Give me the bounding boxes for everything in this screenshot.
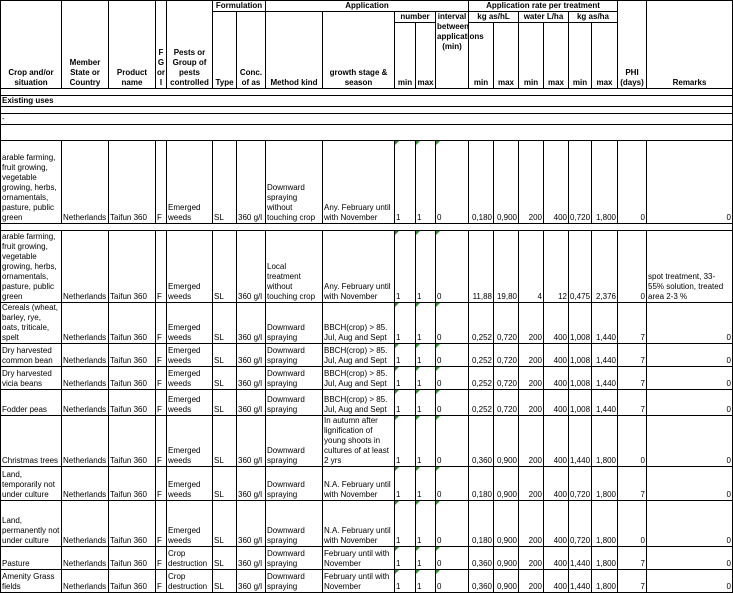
cell-hamax: 1,800 xyxy=(592,141,618,224)
cell-wmax: 400 xyxy=(544,501,569,547)
cell-pests: Emerged weeds xyxy=(167,141,213,224)
header-kg-ha-min: min xyxy=(569,23,592,89)
cell-nmin: 1 xyxy=(395,367,416,390)
header-kg-hl-min: min xyxy=(469,23,494,89)
cell-phi: 7 xyxy=(618,344,647,367)
cell-wmin: 200 xyxy=(519,141,544,224)
cell-fgi: F xyxy=(156,344,167,367)
cell-type: SL xyxy=(213,141,237,224)
cell-type: SL xyxy=(213,570,237,593)
cell-hlmin: 0,360 xyxy=(469,547,494,570)
spacer-row xyxy=(1,125,733,141)
cell-nmax: 1 xyxy=(416,467,436,501)
cell-crop: Dry harvested vicia beans xyxy=(1,367,62,390)
cell-hamin: 0,720 xyxy=(569,467,592,501)
cell-product: Taifun 360 xyxy=(109,547,156,570)
cell-hlmax: 0,900 xyxy=(494,141,519,224)
cell-interval: 0 xyxy=(436,141,469,224)
cell-hlmin: 0,180 xyxy=(469,467,494,501)
cell-product: Taifun 360 xyxy=(109,344,156,367)
table-row xyxy=(1,501,733,547)
cell-product: Taifun 360 xyxy=(109,390,156,416)
cell-member: Netherlands xyxy=(62,467,109,501)
cell-pests: Emerged weeds xyxy=(167,390,213,416)
table-row xyxy=(1,303,733,344)
spacer-row xyxy=(1,107,733,114)
cell-nmin: 1 xyxy=(395,344,416,367)
cell-wmax: 400 xyxy=(544,416,569,467)
cell-hlmax: 0,720 xyxy=(494,367,519,390)
cell-product: Taifun 360 xyxy=(109,303,156,344)
cell-type: SL xyxy=(213,467,237,501)
header-kg-ha: kg as/ha xyxy=(569,12,618,23)
cell-type: SL xyxy=(213,390,237,416)
header-application: Application xyxy=(266,1,469,12)
table-row xyxy=(1,367,733,390)
cell-hamax: 1,800 xyxy=(592,467,618,501)
cell-interval: 0 xyxy=(436,547,469,570)
cell-remarks: 0 xyxy=(647,141,733,224)
table-row xyxy=(1,141,733,224)
cell-phi: 7 xyxy=(618,367,647,390)
cell-fgi: F xyxy=(156,570,167,593)
cell-method: Downward spraying without touching crop xyxy=(266,141,323,224)
cell-type: SL xyxy=(213,231,237,303)
cell-hamin: 1,440 xyxy=(569,416,592,467)
cell-member: Netherlands xyxy=(62,367,109,390)
spacer-row xyxy=(1,224,733,231)
cell-product: Taifun 360 xyxy=(109,231,156,303)
cell-hamax: 1,800 xyxy=(592,501,618,547)
cell-interval: 0 xyxy=(436,390,469,416)
cell-fgi: F xyxy=(156,416,167,467)
header-fgi: F G or I xyxy=(156,1,167,89)
cell-crop: arable farming, fruit growing, vegetable growing, herbs, ornamentals, pasture, public green xyxy=(1,231,62,303)
table-row xyxy=(1,570,733,593)
cell-wmax: 400 xyxy=(544,467,569,501)
cell-fgi: F xyxy=(156,390,167,416)
cell-growth: BBCH(crop) > 85. Jul, Aug and Sept xyxy=(323,390,395,416)
cell-wmin: 200 xyxy=(519,467,544,501)
cell-fgi: F xyxy=(156,501,167,547)
cell-hamin: 1,440 xyxy=(569,547,592,570)
cell-method: Downward spraying xyxy=(266,344,323,367)
cell-conc: 360 g/l xyxy=(237,390,266,416)
cell-hlmin: 0,252 xyxy=(469,390,494,416)
cell-hlmin: 11,88 xyxy=(469,231,494,303)
cell-hamax: 1,440 xyxy=(592,303,618,344)
cell-hlmax: 0,900 xyxy=(494,570,519,593)
cell-pests: Emerged weeds xyxy=(167,231,213,303)
cell-conc: 360 g/l xyxy=(237,570,266,593)
cell-growth: BBCH(crop) > 85. Jul, Aug and Sept xyxy=(323,367,395,390)
table-row xyxy=(1,416,733,467)
cell-member: Netherlands xyxy=(62,141,109,224)
cell-hamin: 1,008 xyxy=(569,367,592,390)
cell-phi: 7 xyxy=(618,303,647,344)
cell-wmin: 200 xyxy=(519,303,544,344)
cell-nmax: 1 xyxy=(416,141,436,224)
cell-crop: Land, temporarily not under culture xyxy=(1,467,62,501)
cell-nmax: 1 xyxy=(416,547,436,570)
cell-pests: Emerged weeds xyxy=(167,501,213,547)
header-number-max: max xyxy=(416,23,436,89)
header-kg-hl: kg as/hL xyxy=(469,12,519,23)
cell-interval: 0 xyxy=(436,344,469,367)
cell-hamin: 1,008 xyxy=(569,303,592,344)
cell-remarks: 0 xyxy=(647,416,733,467)
cell-fgi: F xyxy=(156,231,167,303)
header-interval: interval between applications (min) xyxy=(436,12,469,89)
header-remarks: Remarks xyxy=(647,1,733,89)
header-growth: growth stage & season xyxy=(323,12,395,89)
cell-member: Netherlands xyxy=(62,547,109,570)
header-conc: Conc. of as xyxy=(237,12,266,89)
cell-interval: 0 xyxy=(436,501,469,547)
cell-phi: 7 xyxy=(618,390,647,416)
cell-wmax: 400 xyxy=(544,367,569,390)
cell-interval: 0 xyxy=(436,367,469,390)
cell-nmax: 1 xyxy=(416,390,436,416)
cell-nmin: 1 xyxy=(395,501,416,547)
cell-pests: Emerged weeds xyxy=(167,303,213,344)
cell-phi: 0 xyxy=(618,231,647,303)
cell-product: Taifun 360 xyxy=(109,501,156,547)
cell-wmax: 400 xyxy=(544,141,569,224)
cell-pests: Crop destruction xyxy=(167,570,213,593)
cell-nmax: 1 xyxy=(416,367,436,390)
cell-wmax: 400 xyxy=(544,390,569,416)
cell-method: Downward spraying xyxy=(266,367,323,390)
cell-type: SL xyxy=(213,416,237,467)
cell-growth: February until with November xyxy=(323,570,395,593)
cell-wmax: 400 xyxy=(544,303,569,344)
cell-wmin: 200 xyxy=(519,547,544,570)
cell-wmin: 200 xyxy=(519,390,544,416)
cell-remarks: spot treatment, 33-55% solution, treated area 2-3 % xyxy=(647,231,733,303)
cell-nmin: 1 xyxy=(395,570,416,593)
cell-conc: 360 g/l xyxy=(237,416,266,467)
table-row xyxy=(1,231,733,303)
cell-nmin: 1 xyxy=(395,141,416,224)
cell-pests: Emerged weeds xyxy=(167,467,213,501)
cell-conc: 360 g/l xyxy=(237,467,266,501)
cell-fgi: F xyxy=(156,547,167,570)
cell-pests: Emerged weeds xyxy=(167,416,213,467)
cell-hlmin: 0,360 xyxy=(469,416,494,467)
cell-conc: 360 g/l xyxy=(237,344,266,367)
header-member: Member State or Country xyxy=(62,1,109,89)
cell-nmax: 1 xyxy=(416,344,436,367)
cell-remarks: 0 xyxy=(647,501,733,547)
cell-remarks: 0 xyxy=(647,547,733,570)
cell-hlmin: 0,180 xyxy=(469,141,494,224)
cell-interval: 0 xyxy=(436,231,469,303)
cell-hlmax: 0,720 xyxy=(494,303,519,344)
header-type: Type xyxy=(213,12,237,89)
cell-method: Downward spraying xyxy=(266,467,323,501)
cell-conc: 360 g/l xyxy=(237,303,266,344)
cell-hamax: 1,800 xyxy=(592,416,618,467)
cell-hamin: 0,475 xyxy=(569,231,592,303)
cell-fgi: F xyxy=(156,141,167,224)
cell-crop: Amenity Grass fields xyxy=(1,570,62,593)
cell-hamax: 1,440 xyxy=(592,367,618,390)
cell-wmax: 400 xyxy=(544,547,569,570)
cell-nmax: 1 xyxy=(416,501,436,547)
cell-type: SL xyxy=(213,547,237,570)
spacer-cell xyxy=(1,224,733,231)
cell-interval: 0 xyxy=(436,570,469,593)
cell-remarks: 0 xyxy=(647,367,733,390)
cell-nmin: 1 xyxy=(395,547,416,570)
header-water-max: max xyxy=(544,23,569,89)
cell-method: Downward spraying xyxy=(266,390,323,416)
cell-product: Taifun 360 xyxy=(109,141,156,224)
cell-method: Downward spraying xyxy=(266,570,323,593)
header-kg-ha-max: max xyxy=(592,23,618,89)
cell-wmin: 200 xyxy=(519,344,544,367)
cell-hamax: 1,440 xyxy=(592,390,618,416)
cell-growth: BBCH(crop) > 85. Jul, Aug and Sept xyxy=(323,344,395,367)
table-row xyxy=(1,344,733,367)
cell-member: Netherlands xyxy=(62,501,109,547)
table-row xyxy=(1,390,733,416)
cell-hamin: 1,008 xyxy=(569,390,592,416)
cell-nmin: 1 xyxy=(395,467,416,501)
cell-hamin: 0,720 xyxy=(569,501,592,547)
section-row xyxy=(1,96,733,107)
cell-hlmax: 19,80 xyxy=(494,231,519,303)
cell-phi: 7 xyxy=(618,570,647,593)
header-crop: Crop and/or situation xyxy=(1,1,62,89)
cell-crop: Fodder peas xyxy=(1,390,62,416)
cell-hlmin: 0,360 xyxy=(469,570,494,593)
cell-wmax: 400 xyxy=(544,570,569,593)
cell-phi: 0 xyxy=(618,416,647,467)
table-row xyxy=(1,467,733,501)
header-number: number xyxy=(395,12,436,23)
cell-product: Taifun 360 xyxy=(109,467,156,501)
cell-hlmax: 0,900 xyxy=(494,416,519,467)
cell-growth: Any. February until with November xyxy=(323,141,395,224)
header-pests: Pests or Group of pests controlled xyxy=(167,1,213,89)
cell-remarks: 0 xyxy=(647,344,733,367)
table-row xyxy=(1,547,733,570)
cell-wmax: 400 xyxy=(544,344,569,367)
cell-member: Netherlands xyxy=(62,231,109,303)
cell-nmax: 1 xyxy=(416,231,436,303)
cell-member: Netherlands xyxy=(62,390,109,416)
cell-conc: 360 g/l xyxy=(237,367,266,390)
cell-crop: arable farming, fruit growing, vegetable growing, herbs, ornamentals, pasture, public green xyxy=(1,141,62,224)
cell-hlmin: 0,252 xyxy=(469,303,494,344)
header-rate: Application rate per treatment xyxy=(469,1,618,12)
cell-member: Netherlands xyxy=(62,303,109,344)
cell-method: Downward spraying xyxy=(266,416,323,467)
cell-fgi: F xyxy=(156,367,167,390)
cell-remarks: 0 xyxy=(647,467,733,501)
cell-growth: N.A. February until with November xyxy=(323,467,395,501)
cell-nmin: 1 xyxy=(395,416,416,467)
section-label: Existing uses xyxy=(1,96,733,107)
cell-phi: 0 xyxy=(618,501,647,547)
cell-member: Netherlands xyxy=(62,570,109,593)
cell-nmax: 1 xyxy=(416,303,436,344)
cell-method: Downward spraying xyxy=(266,501,323,547)
cell-crop: Dry harvested common bean xyxy=(1,344,62,367)
cell-conc: 360 g/l xyxy=(237,231,266,303)
cell-crop: Christmas trees xyxy=(1,416,62,467)
cell-wmax: 12 xyxy=(544,231,569,303)
cell-hamin: 1,440 xyxy=(569,570,592,593)
cell-interval: 0 xyxy=(436,416,469,467)
dash-label: - xyxy=(1,114,733,125)
cell-pests: Emerged weeds xyxy=(167,367,213,390)
cell-hamin: 1,008 xyxy=(569,344,592,367)
cell-remarks: 0 xyxy=(647,570,733,593)
cell-type: SL xyxy=(213,303,237,344)
cell-hamin: 0,720 xyxy=(569,141,592,224)
cell-fgi: F xyxy=(156,303,167,344)
cell-conc: 360 g/l xyxy=(237,141,266,224)
cell-nmax: 1 xyxy=(416,570,436,593)
cell-remarks: 0 xyxy=(647,390,733,416)
cell-phi: 0 xyxy=(618,141,647,224)
cell-hamax: 1,440 xyxy=(592,344,618,367)
cell-crop: Cereals (wheat, barley, rye, oats, triticale, spelt xyxy=(1,303,62,344)
header-phi: PHI (days) xyxy=(618,1,647,89)
cell-crop: Land, permanently not under culture xyxy=(1,501,62,547)
cell-fgi: F xyxy=(156,467,167,501)
cell-wmin: 200 xyxy=(519,501,544,547)
cell-conc: 360 g/l xyxy=(237,547,266,570)
cell-remarks: 0 xyxy=(647,303,733,344)
cell-hlmin: 0,180 xyxy=(469,501,494,547)
cell-wmin: 200 xyxy=(519,570,544,593)
cell-growth: In autumn after lignification of young shoots in cultures of at least 2 yrs xyxy=(323,416,395,467)
cell-method: Downward spraying xyxy=(266,547,323,570)
cell-phi: 7 xyxy=(618,467,647,501)
cell-wmin: 200 xyxy=(519,367,544,390)
cell-wmin: 4 xyxy=(519,231,544,303)
cell-growth: BBCH(crop) > 85. Jul, Aug and Sept xyxy=(323,303,395,344)
cell-hlmax: 0,900 xyxy=(494,501,519,547)
cell-hlmax: 0,900 xyxy=(494,467,519,501)
cell-phi: 7 xyxy=(618,547,647,570)
cell-hamax: 1,800 xyxy=(592,547,618,570)
cell-nmin: 1 xyxy=(395,390,416,416)
header-number-min: min xyxy=(395,23,416,89)
cell-crop: Pasture xyxy=(1,547,62,570)
cell-growth: N.A. February until with November xyxy=(323,501,395,547)
cell-member: Netherlands xyxy=(62,344,109,367)
cell-method: Downward spraying xyxy=(266,303,323,344)
cell-hlmin: 0,252 xyxy=(469,344,494,367)
cell-nmin: 1 xyxy=(395,231,416,303)
header-product: Product name xyxy=(109,1,156,89)
cell-pests: Crop destruction xyxy=(167,547,213,570)
cell-product: Taifun 360 xyxy=(109,570,156,593)
cell-nmin: 1 xyxy=(395,303,416,344)
header-method: Method kind xyxy=(266,12,323,89)
cell-interval: 0 xyxy=(436,467,469,501)
cell-hlmax: 0,900 xyxy=(494,547,519,570)
spacer-row xyxy=(1,89,733,96)
cell-product: Taifun 360 xyxy=(109,416,156,467)
cell-interval: 0 xyxy=(436,303,469,344)
header-kg-hl-max: max xyxy=(494,23,519,89)
cell-type: SL xyxy=(213,367,237,390)
cell-hamax: 1,800 xyxy=(592,570,618,593)
cell-member: Netherlands xyxy=(62,416,109,467)
cell-growth: Any. February until with November xyxy=(323,231,395,303)
cell-nmax: 1 xyxy=(416,416,436,467)
cell-hlmax: 0,720 xyxy=(494,344,519,367)
dash-row xyxy=(1,114,733,125)
cell-growth: February until with November xyxy=(323,547,395,570)
cell-type: SL xyxy=(213,501,237,547)
cell-hlmin: 0,252 xyxy=(469,367,494,390)
cell-hamax: 2,376 xyxy=(592,231,618,303)
cell-type: SL xyxy=(213,344,237,367)
cell-product: Taifun 360 xyxy=(109,367,156,390)
cell-wmin: 200 xyxy=(519,416,544,467)
cell-method: Local treatment without touching crop xyxy=(266,231,323,303)
header-formulation: Formulation xyxy=(213,1,266,12)
cell-hlmax: 0,720 xyxy=(494,390,519,416)
header-water: water L/ha xyxy=(519,12,569,23)
header-water-min: min xyxy=(519,23,544,89)
cell-pests: Emerged weeds xyxy=(167,344,213,367)
cell-conc: 360 g/l xyxy=(237,501,266,547)
